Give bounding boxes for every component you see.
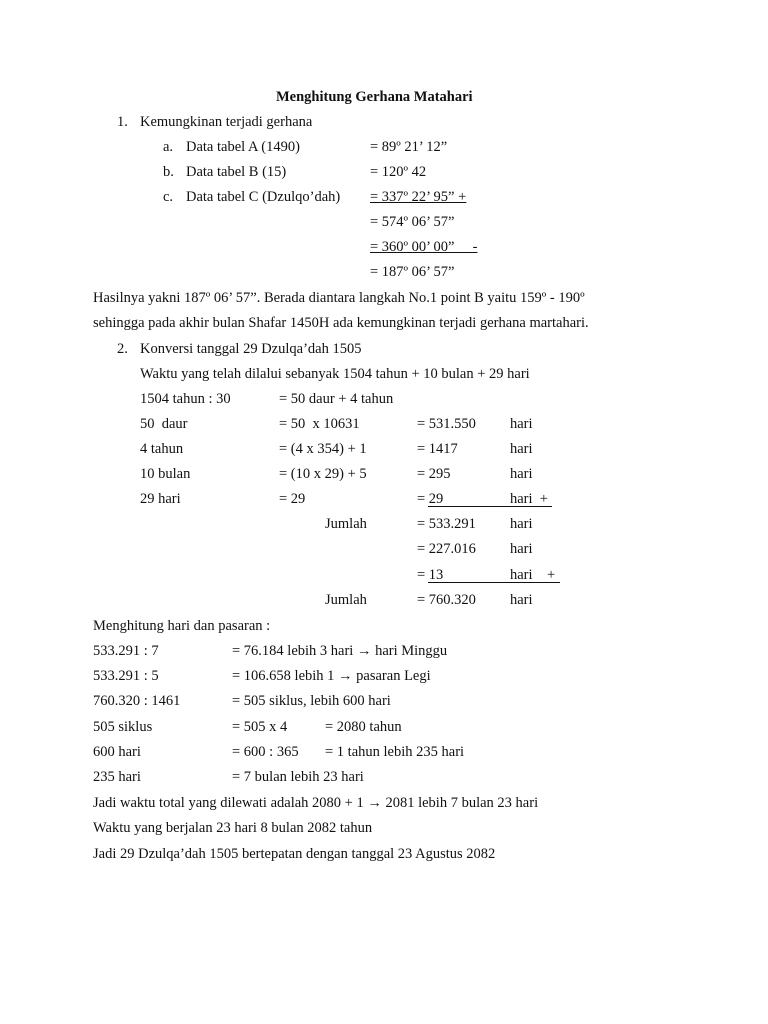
conversion-row-7-d: hari + xyxy=(510,567,556,583)
sum-line-2: = 360º 00’ 00” - xyxy=(370,239,478,255)
section-1-number: 1. xyxy=(117,114,128,130)
conversion-row-5-c: = 533.291 xyxy=(417,516,476,532)
conversion-row-3-d: hari xyxy=(510,466,533,482)
item-a-value: = 89º 21’ 12” xyxy=(370,139,448,155)
item-a-label: Data tabel A (1490) xyxy=(186,139,300,155)
calc-row-1-b: = 76.184 lebih 3 hari → hari Minggu xyxy=(232,643,448,659)
conversion-row-2-a: 4 tahun xyxy=(140,441,184,457)
conversion-row-8-b: Jumlah xyxy=(325,592,367,608)
conversion-row-4-b: = 29 xyxy=(279,491,306,507)
sum-underline-1 xyxy=(428,506,552,507)
conversion-row-2-c: = 1417 xyxy=(417,441,458,457)
conclusion-line-2: Waktu yang berjalan 23 hari 8 bulan 2082 tahun xyxy=(93,820,373,836)
calc-row-5-b: = 600 : 365 xyxy=(232,744,299,760)
conclusion-line-1: Jadi waktu total yang dilewati adalah 2080 + 1 → 2081 lebih 7 bulan 23 hari xyxy=(93,795,539,811)
calc-row-6-a: 235 hari xyxy=(93,769,141,785)
calc-row-2-a: 533.291 : 5 xyxy=(93,668,159,684)
conversion-row-1-c: = 531.550 xyxy=(417,416,476,432)
conversion-row-7-c: = 13 xyxy=(417,567,444,583)
sum-line-3: = 187º 06’ 57” xyxy=(370,264,455,280)
section-2-number: 2. xyxy=(117,341,128,357)
calc-row-4-c: = 2080 tahun xyxy=(325,719,402,735)
conversion-row-3-a: 10 bulan xyxy=(140,466,191,482)
calc-row-2-b: = 106.658 lebih 1 → pasaran Legi xyxy=(232,668,431,684)
section-2-intro: Waktu yang telah dilalui sebanyak 1504 tahun + 10 bulan + 29 hari xyxy=(140,366,530,382)
item-c-label: Data tabel C (Dzulqo’dah) xyxy=(186,189,341,205)
conversion-row-2-b: = (4 x 354) + 1 xyxy=(279,441,367,457)
item-c-letter: c. xyxy=(163,189,174,205)
item-a-letter: a. xyxy=(163,139,174,155)
conversion-row-1-a: 50 daur xyxy=(140,416,188,432)
sum-underline-2 xyxy=(428,582,560,583)
conversion-row-4-a: 29 hari xyxy=(140,491,181,507)
section-2-heading: Konversi tanggal 29 Dzulqa’dah 1505 xyxy=(140,341,362,357)
calc-row-3-b: = 505 siklus, lebih 600 hari xyxy=(232,693,391,709)
conversion-row-8-c: = 760.320 xyxy=(417,592,476,608)
item-c-value: = 337º 22’ 95” + xyxy=(370,189,467,205)
conversion-row-0-a: 1504 tahun : 30 xyxy=(140,391,231,407)
calc-row-5-c: = 1 tahun lebih 235 hari xyxy=(325,744,465,760)
conversion-row-8-d: hari xyxy=(510,592,533,608)
conversion-row-3-c: = 295 xyxy=(417,466,451,482)
sum-line-1: = 574º 06’ 57” xyxy=(370,214,455,230)
result-paragraph-line-2: sehingga pada akhir bulan Shafar 1450H ada kemungkinan terjadi gerhana martahari. xyxy=(93,315,589,331)
conversion-row-5-d: hari xyxy=(510,516,533,532)
calc-row-6-b: = 7 bulan lebih 23 hari xyxy=(232,769,364,785)
conclusion-line-3: Jadi 29 Dzulqa’dah 1505 bertepatan dengan tanggal 23 Agustus 2082 xyxy=(93,846,496,862)
conversion-row-3-b: = (10 x 29) + 5 xyxy=(279,466,367,482)
page-title: Menghitung Gerhana Matahari xyxy=(276,89,473,105)
calc-row-5-a: 600 hari xyxy=(93,744,141,760)
item-b-value: = 120º 42 xyxy=(370,164,427,180)
conversion-row-1-d: hari xyxy=(510,416,533,432)
calc-row-4-a: 505 siklus xyxy=(93,719,153,735)
section-1-heading: Kemungkinan terjadi gerhana xyxy=(140,114,313,130)
calc-row-1-a: 533.291 : 7 xyxy=(93,643,159,659)
conversion-row-6-c: = 227.016 xyxy=(417,541,476,557)
conversion-row-6-d: hari xyxy=(510,541,533,557)
calc-row-3-a: 760.320 : 1461 xyxy=(93,693,181,709)
section-3-heading: Menghitung hari dan pasaran : xyxy=(93,618,271,634)
calc-row-4-b: = 505 x 4 xyxy=(232,719,288,735)
conversion-row-0-b: = 50 daur + 4 tahun xyxy=(279,391,394,407)
conversion-row-2-d: hari xyxy=(510,441,533,457)
conversion-row-5-b: Jumlah xyxy=(325,516,367,532)
item-b-label: Data tabel B (15) xyxy=(186,164,287,180)
conversion-row-1-b: = 50 x 10631 xyxy=(279,416,360,432)
conversion-row-4-d: hari + xyxy=(510,491,548,507)
result-paragraph-line-1: Hasilnya yakni 187º 06’ 57”. Berada diantara langkah No.1 point B yaitu 159º - 190º xyxy=(93,290,585,306)
item-b-letter: b. xyxy=(163,164,174,180)
conversion-row-4-c: = 29 xyxy=(417,491,444,507)
